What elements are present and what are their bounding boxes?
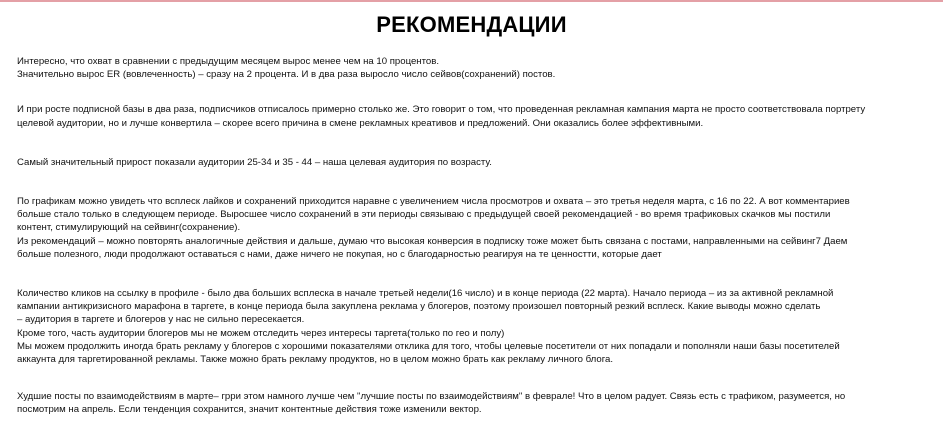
paragraph-likes-saves <box>17 195 927 261</box>
text-line: Мы можем продолжить иногда брать рекламу у блогеров с хорошими показателями отклика для того, чтобы целевые посетители от них попадали и пополняли наши базы посетителей <box>17 340 840 352</box>
paragraph-reach-er <box>17 55 927 81</box>
text-line: больше стало только в следующем периоде. Выросшее число сохранений в эти периоды связываю с предыдущей своей рекомендацией - во время трафиковых скачков мы постили <box>17 209 831 221</box>
top-divider <box>0 0 943 2</box>
text-line: Значительно вырос ER (вовлеченность) – сразу на 2 процента. И в два раза выросло число сейвов(сохранений) постов. <box>17 69 556 81</box>
text-line: Кроме того, часть аудитории блогеров мы не можем отследить через интересы таргета(только по гео и полу) <box>17 327 505 339</box>
paragraph-audience-age <box>17 156 927 169</box>
text-line: Из рекомендаций – можно повторять аналогичные действия и дальше, думаю что высокая конверсия в подписку тоже может быть связана с постами, направленными на сейвинг7 Даем <box>17 235 848 247</box>
text-line: Интересно, что охват в сравнении с предыдущим месяцем вырос менее чем на 10 процентов. <box>17 56 439 67</box>
paragraph-subscribers <box>17 103 927 129</box>
text-line: посмотрим на апрель. Если тенденция сохранится, значит контентные действия тоже изменили вектор. <box>17 404 482 416</box>
paragraph-profile-clicks <box>17 287 927 366</box>
text-line: – аудитория в таргете и блогеров у нас не сильно пересекается. <box>17 314 305 326</box>
recommendations-body <box>17 55 927 417</box>
text-line: Количество кликов на ссылку в профиле - было два больших всплеска в начале третьей недели(16 число) и в конце периода (22 марта). Начало периода – из за активной рекламной <box>17 288 834 300</box>
text-line: контент, стимулирующий на сейвинг(сохранение). <box>17 222 241 234</box>
text-line: И при росте подписной базы в два раза, подписчиков отписалось примерно столько же. Это говорит о том, что проведенная рекламная кампания марта не просто соответствовала портрету <box>17 104 866 116</box>
paragraph-worst-posts <box>17 390 927 416</box>
page-title: РЕКОМЕНДАЦИИ <box>376 12 567 37</box>
text-line: больше полезного, люди продолжают оставаться с нами, даже ничего не покупая, но с благодарностью реагируя на те ценностти, которые дает <box>17 248 662 260</box>
text-line: кампании антикризисного марафона в таргете, в конце периода была закуплена реклама у блогеров, поэтому произошел повторный резкий всплеск. Какие выводы можно сделать <box>17 301 821 313</box>
text-line: По графикам можно увидеть что всплеск лайков и сохранений приходится наравне с увеличением числа просмотров и охвата – это третья неделя марта, с 16 по 22. А вот комментариев <box>17 196 850 208</box>
text-line: аккаунта для таргетированной рекламы. Также можно брать рекламу продуктов, но в целом можно брать как рекламу личного блога. <box>17 354 613 366</box>
text-line: целевой аудитории, но и лучше конвертила – скорее всего причина в смене рекламных креативов и предложений. Они оказались более эффективными. <box>17 117 704 129</box>
text-line: Худшие посты по взаимодействиям в марте– грри этом намного лучше чем "лучшие посты по взаимодействиям" в феврале! Что в целом радует. Связь есть с трафиком, разумеется, но <box>17 391 846 403</box>
text-line: Самый значительный прирост показали аудитории 25-34 и 35 - 44 – наша целевая аудитория по возрасту. <box>17 156 492 168</box>
